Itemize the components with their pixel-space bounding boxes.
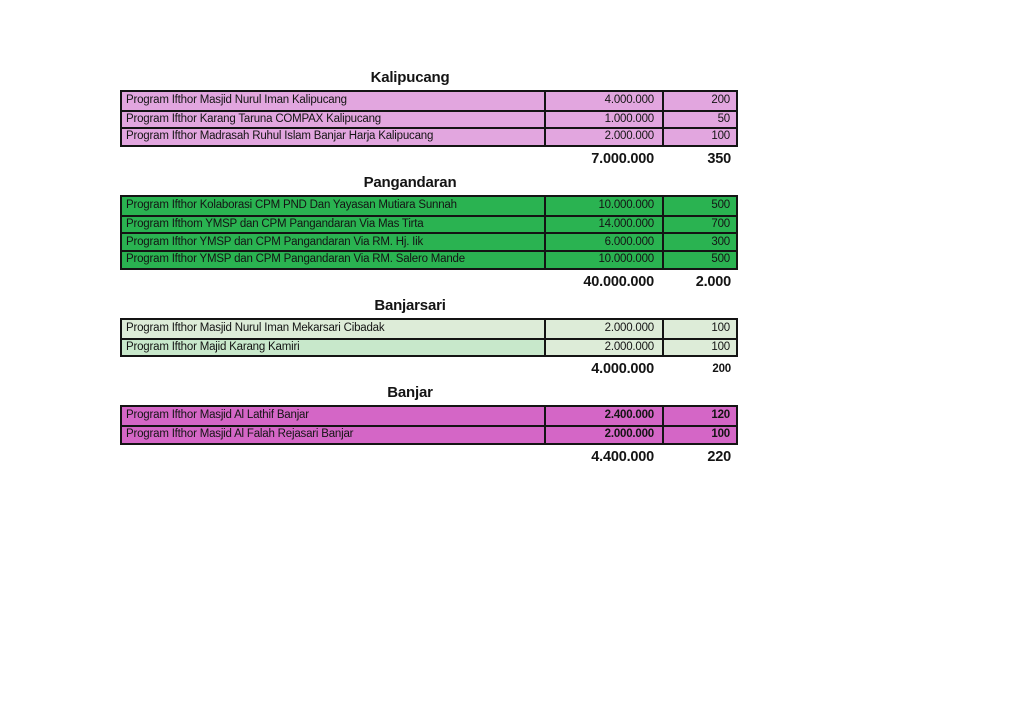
amount-cell: 6.000.000 [544,234,662,250]
region-section [120,297,738,378]
count-cell: 120 [662,407,736,425]
program-name-cell: Program Ifthom YMSP dan CPM Pangandaran Via Mas Tirta [122,217,544,233]
program-table [120,90,738,147]
report-sheet [120,0,738,466]
table-row [122,425,736,443]
table-row [122,338,736,356]
region-section [120,69,738,168]
program-table [120,195,738,270]
table-row [122,320,736,338]
count-cell: 300 [662,234,736,250]
count-cell: 100 [662,129,736,145]
program-name-cell: Program Ifthor Masjid Al Falah Rejasari Banjar [122,427,544,443]
amount-cell: 14.000.000 [544,217,662,233]
amount-cell: 1.000.000 [544,112,662,128]
total-amount: 7.000.000 [591,151,654,168]
table-row [122,127,736,145]
table-row [122,92,736,110]
section-title: Banjar [387,384,433,402]
section-title: Pangandaran [363,174,457,192]
total-count: 2.000 [695,273,731,290]
count-cell: 100 [662,427,736,443]
totals-row [120,150,738,168]
count-cell: 500 [662,197,736,215]
region-section [120,174,738,291]
table-row [122,215,736,233]
total-amount: 40.000.000 [583,273,654,290]
count-cell: 500 [662,252,736,268]
total-amount: 4.400.000 [591,448,654,465]
program-name-cell: Program Ifthor YMSP dan CPM Pangandaran Via RM. Hj. Iik [122,234,544,250]
count-cell: 700 [662,217,736,233]
total-count: 350 [707,151,731,168]
program-name-cell: Program Ifthor YMSP dan CPM Pangandaran Via RM. Salero Mande [122,252,544,268]
program-name-cell: Program Ifthor Majid Karang Kamiri [122,340,544,356]
amount-cell: 2.000.000 [544,427,662,443]
total-count: 200 [712,363,731,376]
region-section [120,384,738,465]
table-row [122,197,736,215]
amount-cell: 10.000.000 [544,197,662,215]
program-table [120,318,738,357]
program-name-cell: Program Ifthor Madrasah Ruhul Islam Banjar Harja Kalipucang [122,129,544,145]
amount-cell: 4.000.000 [544,92,662,110]
total-amount: 4.000.000 [591,361,654,378]
program-name-cell: Program Ifthor Masjid Nurul Iman Mekarsari Cibadak [122,320,544,338]
totals-row [120,273,738,291]
amount-cell: 2.000.000 [544,320,662,338]
amount-cell: 2.400.000 [544,407,662,425]
program-name-cell: Program Ifthor Masjid Al Lathif Banjar [122,407,544,425]
section-title: Kalipucang [370,69,450,86]
program-name-cell: Program Ifthor Kolaborasi CPM PND Dan Yayasan Mutiara Sunnah [122,197,544,215]
total-count: 220 [707,448,731,465]
count-cell: 50 [662,112,736,128]
totals-row [120,360,738,378]
count-cell: 100 [662,340,736,356]
table-row [122,250,736,268]
program-name-cell: Program Ifthor Masjid Nurul Iman Kalipucang [122,92,544,110]
table-row [122,407,736,425]
section-title: Banjarsari [374,296,446,314]
amount-cell: 2.000.000 [544,340,662,356]
table-row [122,110,736,128]
count-cell: 100 [662,320,736,338]
table-row [122,232,736,250]
totals-row [120,448,738,466]
amount-cell: 10.000.000 [544,252,662,268]
program-name-cell: Program Ifthor Karang Taruna COMPAX Kalipucang [122,112,544,128]
amount-cell: 2.000.000 [544,129,662,145]
count-cell: 200 [662,92,736,110]
program-table [120,405,738,444]
